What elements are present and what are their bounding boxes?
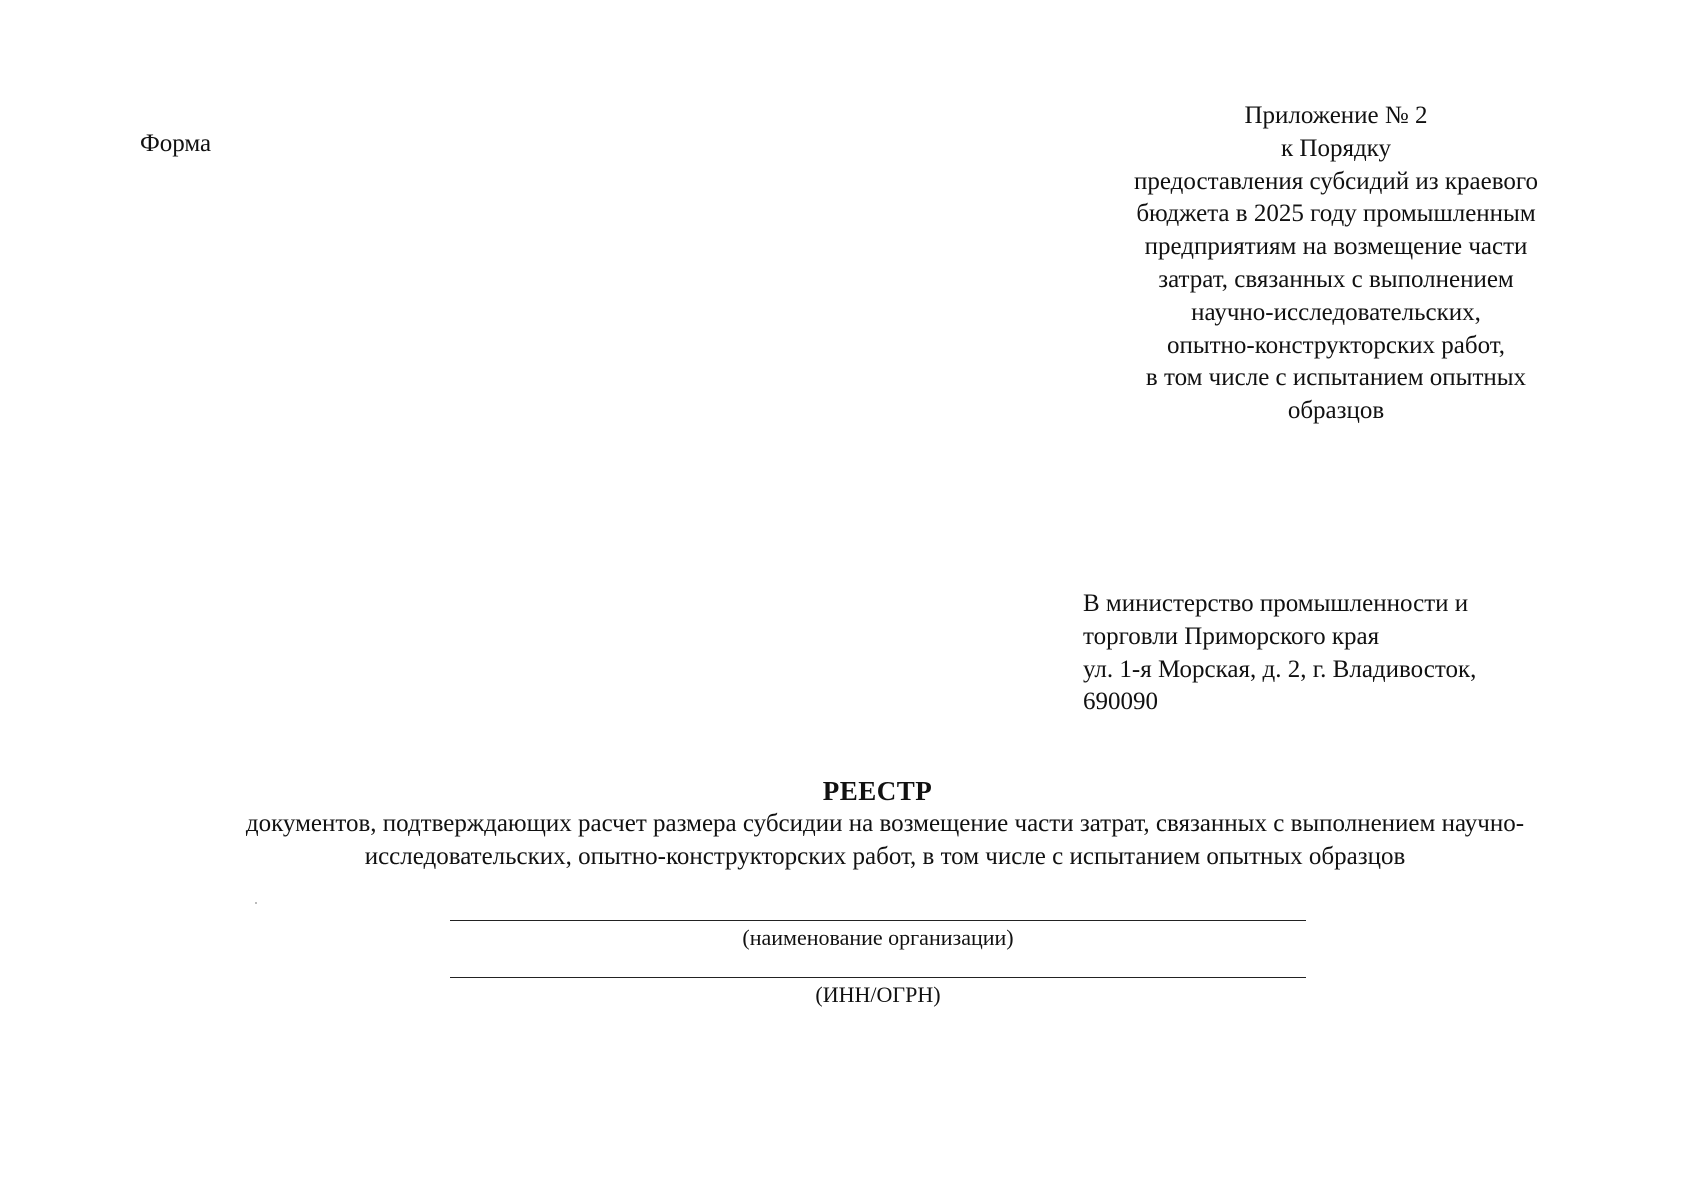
appendix-line: научно-исследовательских, xyxy=(1191,298,1481,326)
registry-subtitle-line: исследовательских, опытно-конструкторских работ, в том числе с испытанием опытных образцов xyxy=(364,842,1406,870)
appendix-line: предоставления субсидий из краевого xyxy=(1134,167,1538,195)
appendix-line: образцов xyxy=(1287,397,1385,425)
inn-ogrn-caption: (ИНН/ОГРН) xyxy=(815,982,941,1007)
addressee-line: 690090 xyxy=(1083,688,1158,716)
addressee-line: ул. 1-я Морская, д. 2, г. Владивосток, xyxy=(1083,655,1477,683)
appendix-line: предприятиям на возмещение части xyxy=(1144,233,1528,261)
registry-title: РЕЕСТР xyxy=(822,776,933,806)
registry-subtitle-line: документов, подтверждающих расчет размера субсидии на возмещение части затрат, связанных с выполнением научно- xyxy=(245,810,1525,837)
appendix-line: в том числе с испытанием опытных xyxy=(1145,364,1527,392)
addressee-line: торговли Приморского края xyxy=(1083,622,1380,650)
appendix-line: Приложение № 2 xyxy=(1244,102,1428,129)
inn-ogrn-line xyxy=(450,977,1306,978)
scan-speck xyxy=(255,902,257,904)
addressee-line: В министерство промышленности и xyxy=(1083,590,1469,617)
appendix-block xyxy=(1076,100,1596,428)
appendix-line: затрат, связанных с выполнением xyxy=(1158,265,1514,293)
registry-subtitle xyxy=(120,808,1650,874)
appendix-line: бюджета в 2025 году промышленным xyxy=(1136,200,1536,228)
appendix-line: к Порядку xyxy=(1281,134,1391,162)
addressee-block xyxy=(1083,588,1603,719)
appendix-line: опытно-конструкторских работ, xyxy=(1166,331,1506,359)
organization-name-caption: (наименование организации) xyxy=(742,925,1014,950)
form-label: Форма xyxy=(140,130,212,157)
organization-name-line xyxy=(450,920,1306,921)
